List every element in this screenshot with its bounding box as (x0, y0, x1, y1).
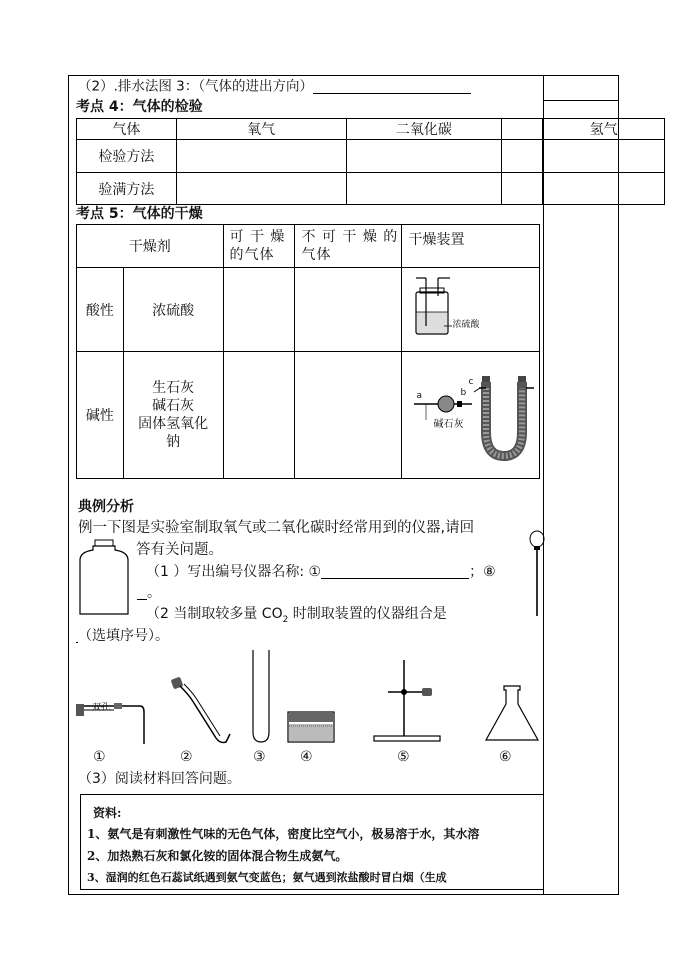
instrument-number-4: ④ (300, 749, 313, 765)
answer-cell[interactable] (502, 140, 543, 173)
drying-tube-icon (402, 352, 540, 479)
frame-bottom (68, 894, 619, 895)
row-label-full: 验满方法 (77, 173, 177, 205)
header-prefix: （2）.排水法图 3：（气体的进出方向） (78, 78, 314, 95)
dropper-icon (526, 530, 548, 620)
answer-cell[interactable] (295, 268, 402, 352)
type-basic: 碱性 (77, 352, 124, 479)
material-box (80, 794, 544, 890)
answer-cell[interactable] (223, 268, 295, 352)
frame-top (68, 75, 619, 76)
test-tube-icon (250, 648, 272, 744)
col-header-co2: 二氧化碳 (346, 119, 502, 140)
answer-blank-8[interactable] (137, 585, 147, 600)
example-line1: 例一下图是实验室制取氧气或二氧化碳时经常用到的仪器,请回 (78, 520, 475, 536)
q2-sub: 2 (282, 614, 289, 625)
agents-basic (123, 352, 223, 479)
question-2-cont (76, 628, 169, 643)
row-label-test: 检验方法 (77, 140, 177, 173)
col-header-oxygen: 氧气 (176, 119, 346, 140)
header-cannot-dry-text: 不 可 干 燥 的 气体 (301, 229, 399, 263)
apparatus-label-h2so4: 浓硫酸 (452, 320, 480, 330)
answer-cell[interactable] (346, 140, 502, 173)
trough-icon (286, 708, 336, 744)
agent-naoh-2: 钠 (166, 434, 181, 450)
header-line (78, 80, 471, 94)
instrument-number-3: ③ (253, 749, 266, 765)
agent-naoh-1: 固体氢氧化 (138, 416, 209, 432)
stopper-tube-icon (74, 690, 154, 746)
iron-stand-icon (366, 658, 442, 744)
answer-cell[interactable] (543, 173, 665, 205)
example-heading: 典例分析 (78, 499, 134, 515)
empty-header-cell (502, 119, 543, 140)
apparatus-cell-base (402, 352, 540, 479)
header-can-dry (223, 225, 295, 268)
answer-cell[interactable] (176, 173, 346, 205)
answer-blank[interactable] (313, 80, 471, 94)
material-item-1: 1、氨气是有刺激性气味的无色气体，密度比空气小，极易溶于水，其水溶 (87, 827, 480, 841)
section4-title: 考点 4：气体的检验 (76, 99, 203, 115)
instrument-number-5: ⑤ (397, 749, 410, 765)
header-can-dry-text: 可 干 燥 的气体 (229, 229, 286, 263)
agent-quicklime: 生石灰 (152, 380, 195, 396)
material-item-3: 3、湿润的红色石蕊试纸遇到氨气变蓝色；氨气遇到浓盐酸时冒白烟（生成 (87, 871, 447, 884)
q1-sep: ；⑧ (469, 564, 496, 580)
col-header-gas: 气体 (77, 119, 177, 140)
wash-bottle-icon (402, 268, 540, 352)
instrument-number-1: ① (93, 749, 106, 765)
delivery-tube-icon (168, 674, 234, 748)
answer-cell[interactable] (543, 140, 665, 173)
q2-b: 时制取装置的仪器组合是 (288, 606, 447, 622)
question-3: （3）阅读材料回答问题。 (78, 771, 241, 787)
answer-cell[interactable] (502, 173, 543, 205)
tube-label: 双孔 (92, 703, 111, 713)
apparatus-label-a: a (416, 391, 422, 401)
col-header-hydrogen: 氢气 (543, 119, 665, 140)
gas-test-table (76, 118, 665, 205)
reagent-bottle-icon (78, 538, 130, 618)
answer-cell[interactable] (346, 173, 502, 205)
answer-cell[interactable] (223, 352, 295, 479)
example-line2: 答有关问题。 (136, 542, 223, 558)
answer-cell[interactable] (176, 140, 346, 173)
q2-c: （选填序号）。 (78, 628, 169, 644)
type-acidic: 酸性 (77, 268, 124, 352)
conical-flask-icon (484, 684, 540, 744)
section5-title: 考点 5：气体的干燥 (76, 206, 203, 222)
frame-left (68, 75, 69, 895)
header-desiccant: 干燥剂 (77, 225, 224, 268)
apparatus-cell-acid (402, 268, 540, 352)
instrument-number-6: ⑥ (499, 749, 512, 765)
instrument-number-2: ② (180, 749, 193, 765)
material-item-2: 2、加热熟石灰和氯化铵的固体混合物生成氨气。 (87, 849, 348, 863)
answer-blank-1[interactable] (321, 564, 469, 579)
apparatus-label-sodalime: 碱石灰 (433, 419, 464, 430)
answer-cell[interactable] (295, 352, 402, 479)
material-title: 资料: (93, 806, 122, 820)
header-cannot-dry (295, 225, 402, 268)
question-2 (146, 607, 447, 625)
apparatus-label-c: c (468, 377, 474, 387)
frame-row-divider (543, 100, 619, 101)
agent-sodalime: 碱石灰 (152, 398, 195, 414)
q2-a: （2 当制取较多量 CO (146, 606, 283, 622)
q1-end: 。 (147, 585, 161, 601)
q1-prefix: （1 ）写出编号仪器名称: ① (146, 564, 322, 580)
drying-table (76, 224, 540, 479)
header-apparatus: 干燥装置 (402, 225, 540, 268)
agent-h2so4: 浓硫酸 (123, 268, 223, 352)
question-1 (146, 564, 496, 579)
apparatus-label-b: b (460, 388, 467, 398)
question-1-cont (137, 585, 161, 600)
